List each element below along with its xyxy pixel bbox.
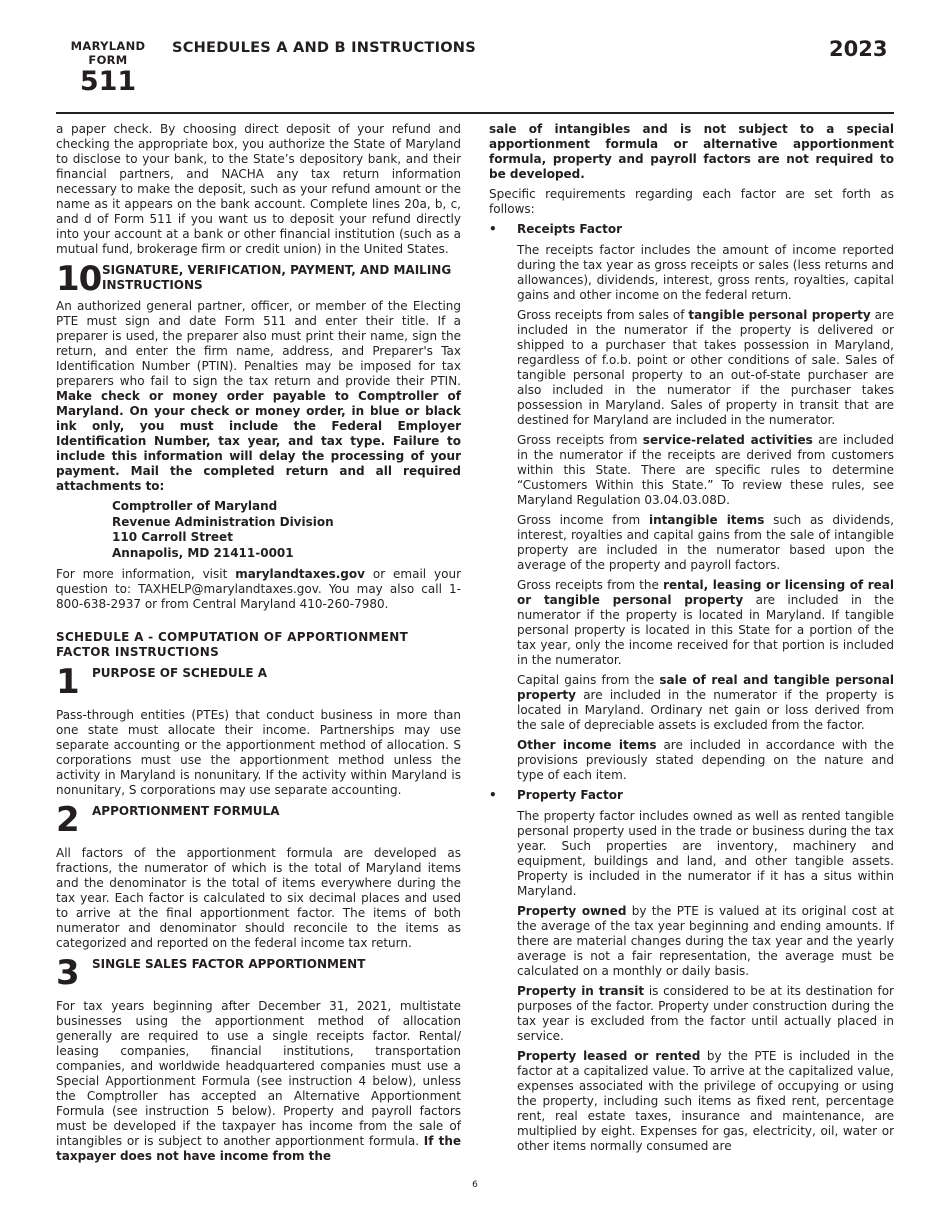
bold-term: Property leased or rented [517,1049,701,1063]
section-number: 1 [56,662,80,702]
property-p3 [517,984,894,1044]
section-3-text [56,999,461,1164]
section-1-text: Pass-through entities (PTEs) that conduct business in more than one state must allocate their income. Partnerships may use separate accounting or the apportionment method of allocation. S corporations must use the apportionment method unless the activity in Maryland is nonunitary. If the activity within Maryland is nonunitary, S corporations may use separate accounting. [56,708,461,797]
text: such as dividends, interest, royalties and capital gains from the sale of intangible property are included in the numerator based upon the average of the property and payroll factors. [517,513,894,572]
page-number: 6 [472,1180,478,1190]
continued-bold [489,122,894,182]
property-factor-title: Property Factor [517,788,623,802]
property-p4 [517,1049,894,1154]
section-3-bold: If the taxpayer does not have income from the [56,1134,461,1163]
section-1-heading [56,662,461,702]
text: by the PTE is included in the factor at a capitalized value. To arrive at the capitalized value, expenses associated with the privilege of occupying or using the property, including such items as fixed rent, percentage rent, real estate taxes, insurance and maintenance, are multiplied by eight. Expenses for gas, electricity, oil, water or other items normally consumed are [517,1049,894,1153]
bold-term: intangible items [649,513,765,527]
form-id-block [62,39,154,97]
bold-term: Other income items [517,738,657,752]
continued-bold-text: sale of intangibles and is not subject to a special apportionment formula or alternative apportionment formula, property and payroll factors are not required to be developed. [489,122,894,181]
receipts-p4 [517,513,894,573]
right-column [489,122,894,1159]
bold-term: rental, leasing or licensing of real or tangible personal property [517,578,894,607]
property-factor-body [489,809,894,1154]
section-2-heading [56,800,461,840]
info-text: For more information, visit [56,567,236,581]
text: are included in the numerator if the receipts are derived from customers within this State. There are specific rules to determine “Customers Within this State.” To review these rules, see Maryland Regulation 03.04.03.08D. [517,433,895,507]
text: are included in the numerator if the property is located in Maryland. Ordinary net gain or loss derived from the sale of depreciable assets is excluded from the factor. [517,688,894,732]
text: are included in the numerator if the property is delivered or shipped to a purchaser that takes possession in Maryland, regardless of f.o.b. point or other conditions of sale. Sales of tangible personal property to an out-of-state purchaser are also included in the numerator if the purchaser takes possession in Maryland. Sales of property in transit that are destined for Maryland are included in the numerator. [517,308,894,427]
website-link[interactable]: marylandtaxes.gov [235,567,365,581]
section-10-heading [56,259,461,299]
property-p2 [517,904,894,979]
receipts-factor-heading [489,222,894,237]
property-p1: The property factor includes owned as well as rented tangible personal property used in the trade or business during the tax year. Such properties are inventory, machinery and equipment, buildings and land, and other tangible assets. Property is included in the numerator if it has a situs within Maryland. [517,809,894,898]
receipts-p3 [517,433,894,508]
text: Capital gains from the [517,673,660,687]
section-title: PURPOSE OF SCHEDULE A [92,666,268,680]
section-10-body: An authorized general partner, officer, or member of the Electing PTE must sign and date Form 511 and enter their title. If a preparer is used, the preparer also must print their name, sign the return, and enter the firm name, address, and Preparer's Tax Identification Number (PTIN). Penalties may be imposed for tax preparers who fail to sign the tax return and provide their PTIN. [56,299,461,388]
bold-term: service-related activities [642,433,813,447]
receipts-factor-title: Receipts Factor [517,222,622,236]
text: Gross receipts from [517,433,643,447]
address-line: Annapolis, MD 21411-0001 [112,545,294,560]
schedule-a-title: SCHEDULE A - COMPUTATION OF APPORTIONMENT FACTOR INSTRUCTIONS [56,630,409,659]
section-number: 2 [56,800,80,840]
receipts-p6 [517,673,894,733]
text: are included in accordance with the provisions previously stated depending on the nature and type of each item. [517,738,894,782]
specific-requirements: Specific requirements regarding each factor are set forth as follows: [489,187,894,216]
left-column [56,122,461,1169]
text: Gross receipts from sales of [517,308,689,322]
section-2-text: All factors of the apportionment formula are developed as fractions, the numerator of which is the total of Maryland items and the denominator is the total of items everywhere during the tax year. Each factor is calculated to six decimal places and used to arrive at the final apportionment factor. The items of both numerator and denominator should reconcile to the items as categorized and reported on the federal income tax return. [56,846,461,950]
section-10-bold: Make check or money order payable to Comptroller of Maryland. On your check or money order, in blue or black ink only, you must include the Federal Employer Identification Number, tax year, and tax type. Failure to include this information will delay the processing of your payment. Mail the completed return and all required attachments to: [56,389,461,493]
bullet: • [489,222,497,236]
bold-term: Property owned [517,904,627,918]
receipts-p5 [517,578,894,668]
intro-paragraph: a paper check. By choosing direct deposit of your refund and checking the appropriate box, you authorize the State of Maryland to disclose to your bank, to the State’s depository bank, and their financial partners, and NACHA any tax return information necessary to make the deposit, such as your refund amount or the name as it appears on the bank account. Complete lines 20a, b, c, and d of Form 511 if you want us to deposit your refund directly into your account at a bank or other financial institution (such as a mutual fund, brokerage firm or credit union) in the United States. [56,122,461,256]
bold-term: tangible personal property [688,308,871,322]
text: by the PTE is valued at its original cost at the average of the tax year beginning and ending amounts. If there are material changes during the tax year and the yearly average is not a fair representation, the average must be calculated on a monthly or daily basis. [517,904,894,978]
receipts-p2 [517,308,894,428]
page-title: SCHEDULES A AND B INSTRUCTIONS [172,39,476,56]
mailing-address [112,499,461,561]
bold-term: Property in transit [517,984,645,998]
section-title: SINGLE SALES FACTOR APPORTIONMENT [92,957,366,971]
form-label: FORM [88,53,128,67]
bullet: • [489,788,497,802]
form-number: 511 [79,66,137,97]
text: is considered to be at its destination for purposes of the factor. Property under construction during the tax year is excluded from the factor until actually placed in service. [517,984,894,1043]
section-number: 10 [56,259,102,299]
text: Gross receipts from the [517,578,664,592]
section-3-body: For tax years beginning after December 31, 2021, multistate businesses using the apportionment method of allocation generally are required to use a single receipts factor. Rental/ leasing companies, financial institutions, transportation companies, and worldwide headquartered companies must use a Special Apportionment Formula (see instruction 4 below), unless the Comptroller has accepted an Alternative Apportionment Formula (see instruction 5 below). Property and payroll factors must be developed if the taxpayer has income from the sale of intangibles or is subject to another apportionment formula. [56,999,461,1148]
address-line: 110 Carroll Street [112,530,233,544]
section-title: APPORTIONMENT FORMULA [92,804,280,818]
bold-term: sale of real and tangible personal property [517,673,894,702]
property-factor-heading [489,788,894,803]
receipts-p7 [517,738,894,783]
receipts-factor-body [489,243,894,783]
form-state-label: MARYLAND [70,39,146,53]
address-line: Comptroller of Maryland [112,499,278,513]
text: Gross income from [517,513,649,527]
receipts-p1: The receipts factor includes the amount of income reported during the tax year as gross receipts or sales (less returns and allowances), dividends, interest, gross rents, royalties, capital gains and other income on the federal return. [517,243,894,302]
info-text: or email your question to: TAXHELP@marylandtaxes.gov. You may also call 1-800-638-2937 or from Central Maryland 410-260-7980. [56,567,461,611]
section-3-heading [56,953,461,993]
text: are included in the numerator if the property is located in Maryland. If tangible personal property is located in this State for a portion of the tax year, only the income received for that portion is included in the numerator. [517,593,894,667]
header-divider [56,112,894,114]
tax-year: 2023 [829,37,888,61]
section-title: SIGNATURE, VERIFICATION, PAYMENT, AND MAILING INSTRUCTIONS [102,263,452,292]
section-10-text [56,299,461,494]
address-line: Revenue Administration Division [112,514,334,529]
section-number: 3 [56,953,80,993]
more-info-paragraph [56,567,461,612]
